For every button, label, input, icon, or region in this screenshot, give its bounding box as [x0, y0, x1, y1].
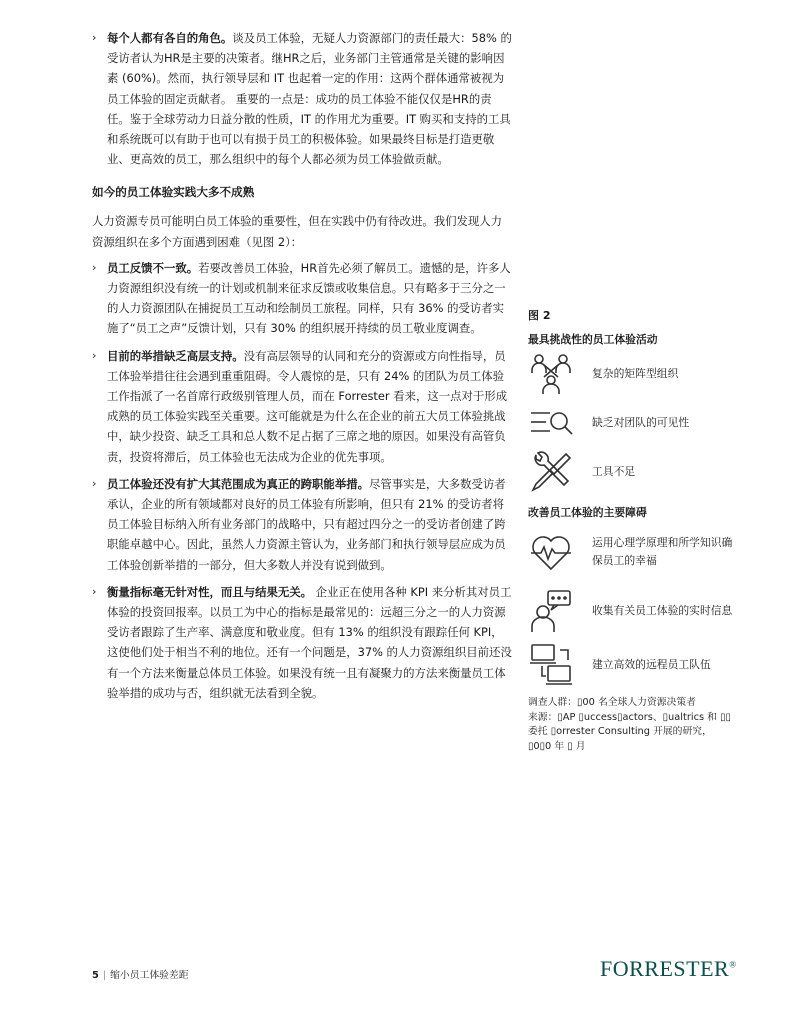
- bullet-marker: ›: [92, 476, 97, 490]
- tools-icon: [528, 449, 574, 495]
- bullet-marker: ›: [92, 348, 97, 362]
- intro-paragraph: 人力资源专员可能明白员工体验的重要性，但在实践中仍有待改进。我们发现人力资源组织在多个方面遇到困难（见图 2）：: [92, 214, 503, 249]
- bullet-body: 企业正在使用各种 KPI 来分析其对员工体验的投资回报率。以员工为中心的指标是最常见的：远超三分之一的人力资源受访者跟踪了生产率、满意度和敬业度。但有 13% 的组织没有跟踪任何 KPI，这使他们处于相当不利的地位。还有一个问题是，37% 的人力资源组织目前还没有一个方法来衡量总体员工体验。如果没有统一且有凝聚力的方法来衡量员工体验举措的成功与否，组织就无法看到全貌。: [107, 584, 512, 700]
- bullet-marker: ›: [92, 584, 97, 598]
- bullet-leadership: [92, 346, 512, 467]
- registered-mark: ®: [729, 959, 737, 970]
- bullet-feedback: [92, 258, 512, 339]
- figure-title: 最具挑战性的员工体验活动: [528, 333, 658, 346]
- barrier-text: 建立高效的远程员工队伍: [592, 658, 711, 671]
- barrier-item: [528, 642, 738, 688]
- section-heading: 如今的员工体验实践大多不成熟: [92, 185, 255, 200]
- bullet-body: 若要改善员工体验，HR首先必须了解员工。遗憾的是，许多人力资源组织没有统一的计划或机制来征求反馈或收集信息。只有略多于三分之一的人力资源团队在捕捉员工互动和绘制员工旅程。同样，只有 36% 的受访者实施了“员工之声”反馈计划，只有 30% 的组织展开持续的员工敬业度调查。: [107, 260, 511, 336]
- main-column: [92, 28, 512, 710]
- note-line: 来源：▯AP ▯uccess▯actors、▯ualtrics 和 ▯▯: [528, 711, 731, 723]
- remote-team-icon: [528, 642, 574, 688]
- figure-label: 图 2: [528, 309, 551, 322]
- bullet-lead: 每个人都有各自的角色。: [107, 31, 233, 45]
- barriers-title: 改善员工体验的主要障碍: [528, 506, 647, 519]
- challenge-text: 缺乏对团队的可见性: [592, 416, 690, 429]
- heart-pulse-icon: [528, 529, 574, 575]
- bullet-roles: [92, 28, 512, 169]
- note-line: 委托 ▯orrester Consulting 开展的研究，: [528, 726, 712, 737]
- logo-text: FORRESTER: [600, 956, 730, 981]
- page-footer: [92, 967, 189, 981]
- person-chat-icon: [528, 588, 574, 634]
- bullet-body: 尽管事实是，大多数受访者承认，企业的所有领域都对良好的员工体验有所影响，但只有 21% 的受访者将员工体验目标纳入所有业务部门的战略中，只有超过四分之一的受访者创建了跨职能卓越中心。因此，虽然人力资源主管认为，业务部门和执行领导层应成为员工体验创新举措的一部分，但大多数人并没有说到做到。: [107, 476, 506, 572]
- barrier-item: [528, 583, 738, 639]
- challenge-text: 复杂的矩阵型组织: [592, 367, 679, 380]
- bullet-marker: ›: [92, 31, 97, 44]
- barrier-item: [528, 524, 738, 580]
- bullet-lead: 员工反馈不一致。: [107, 260, 199, 275]
- page-number: 5: [92, 970, 99, 981]
- note-line: 调查人群：▯00 名全球人力资源决策者: [528, 697, 696, 708]
- bullet-body: 谈及员工体验，无疑人力资源部门的责任最大：58% 的受访者认为HR是主要的决策者。继HR之后，业务部门主管通常是关键的影响因素 (60%)。然而，执行领导层和 IT 也起着一定的作用：这两个群体通常被视为员工体验的固定贡献者。 重要的一点是：成功的员工体验不能仅仅是HR的责任。鉴于全球劳动力日益分散的性质，IT 的作用尤为重要。IT 购买和支持的工具和系统既可以有助于也可以有损于员工的积极体验。如果最终目标是打造更敬业、更高效的员工，那么组织中的每个人都必须为员工体验做贡献。: [107, 31, 512, 167]
- bullet-metrics: [92, 582, 512, 703]
- list-search-icon: [528, 400, 574, 446]
- bullet-marker: ›: [92, 260, 97, 274]
- figure-panel: [528, 296, 738, 754]
- document-title: 缩小员工体验差距: [110, 970, 189, 981]
- bullet-lead: 目前的举措缺乏高层支持。: [107, 348, 244, 363]
- figure-note: [528, 696, 738, 754]
- note-line: ▯0▯0 年 ▯ 月: [528, 740, 586, 752]
- bullet-lead: 员工体验还没有扩大其范围成为真正的跨职能举措。: [107, 476, 369, 491]
- challenge-text: 工具不足: [592, 465, 636, 478]
- bullet-body: 没有高层领导的认同和充分的资源或方向性指导，员工体验举措往往会遇到重重阻碍。令人震惊的是，只有 24% 的团队为员工体验工作指派了一名首席行政级别管理人员，而在 Forrester 看来，这一点对于形成成熟的员工体验实践至关重要。这可能就是为什么在企业的前五大员工体验挑战中，缺少投资、缺乏工具和总人数不足占据了三席之地的原因。如果没有高管负责，投资将滞后，员工体验也无法成为企业的优先事项。: [107, 348, 508, 464]
- barrier-text: 运用心理学原理和所学知识确保员工的幸福: [592, 536, 733, 567]
- barrier-text: 收集有关员工体验的实时信息: [592, 604, 733, 617]
- challenge-item: [528, 400, 738, 446]
- challenge-item: [528, 351, 738, 397]
- forrester-logo: [600, 956, 737, 982]
- bullet-lead: 衡量指标毫无针对性，而且与结果无关。: [107, 584, 313, 599]
- challenge-item: [528, 449, 738, 495]
- footer-separator: |: [102, 970, 107, 981]
- bullet-cross-functional: [92, 474, 512, 575]
- org-structure-icon: [528, 351, 574, 397]
